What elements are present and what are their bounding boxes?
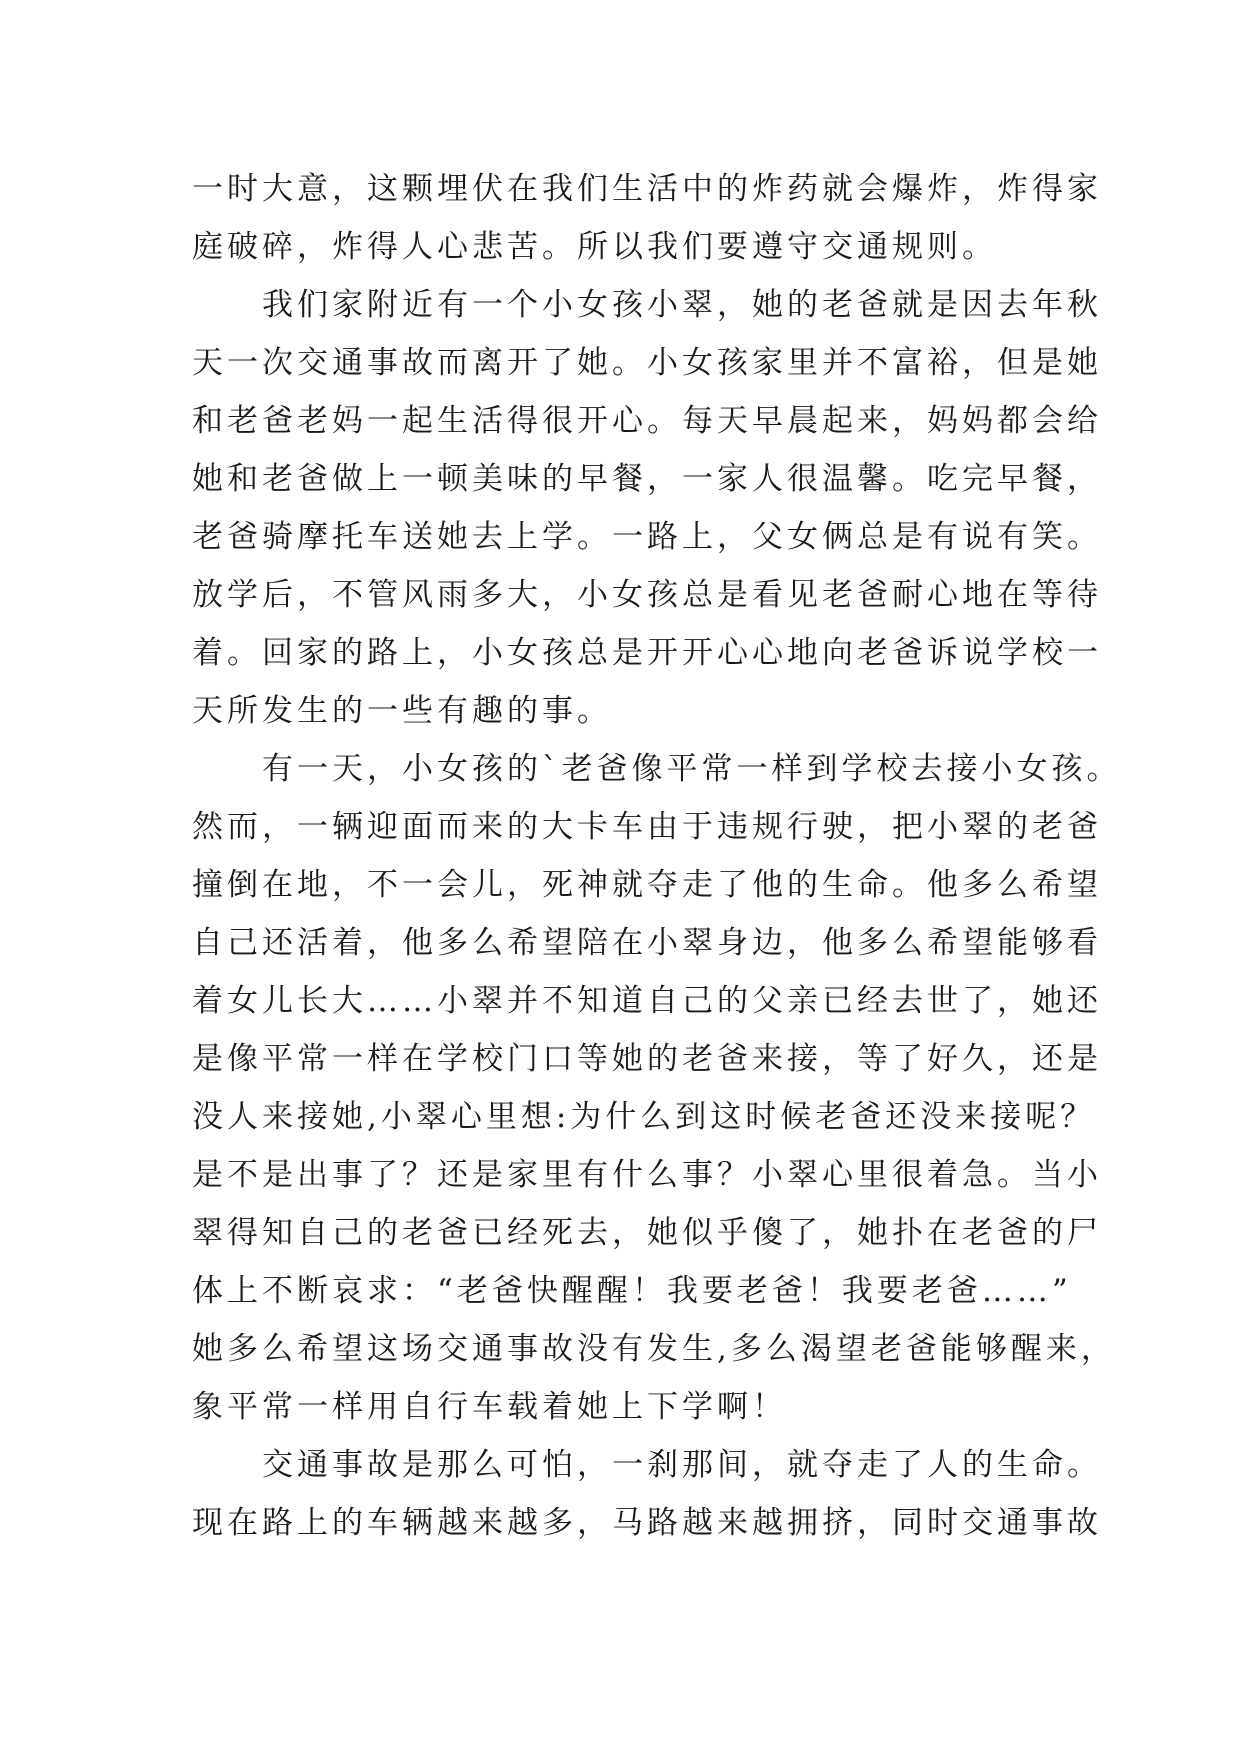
text-line: 是不是出事了？还是家里有什么事？小翠心里很着急。当小 [192,1157,1102,1193]
paragraph-start-line: 我们家附近有一个小女孩小翠，她的老爸就是因去年秋 [262,287,1102,323]
text-line: 她和老爸做上一顿美味的早餐，一家人很温馨。吃完早餐， [192,461,1102,497]
text-line: 着。回家的路上，小女孩总是开开心心地向老爸诉说学校一 [192,635,1102,671]
text-line: 她多么希望这场交通事故没有发生,多么渴望老爸能够醒来， [192,1331,1116,1367]
text-line: 着女儿长大……小翠并不知道自己的父亲已经去世了，她还 [192,983,1102,1019]
text-line: 体上不断哀求：“老爸快醒醒！我要老爸！我要老爸……” [192,1273,1072,1309]
text-line: 自己还活着，他多么希望陪在小翠身边，他多么希望能够看 [192,925,1102,961]
body-text [192,160,1122,1552]
text-line: 和老爸老妈一起生活得很开心。每天早晨起来，妈妈都会给 [192,403,1102,439]
text-line: 撞倒在地，不一会儿，死神就夺走了他的生命。他多么希望 [192,867,1102,903]
text-line: 然而，一辆迎面而来的大卡车由于违规行驶，把小翠的老爸 [192,809,1102,845]
text-line: 象平常一样用自行车载着她上下学啊！ [192,1389,787,1425]
text-line: 庭破碎，炸得人心悲苦。所以我们要遵守交通规则。 [192,229,997,265]
text-line: 老爸骑摩托车送她去上学。一路上，父女俩总是有说有笑。 [192,519,1102,555]
text-line: 是像平常一样在学校门口等她的老爸来接，等了好久，还是 [192,1041,1102,1077]
paragraph-start-line: 有一天，小女孩的`老爸像平常一样到学校去接小女孩。 [262,751,1122,787]
paragraph-start-line: 交通事故是那么可怕，一刹那间，就夺走了人的生命。 [262,1447,1102,1483]
text-line: 现在路上的车辆越来越多，马路越来越拥挤，同时交通事故 [192,1505,1102,1541]
text-line: 一时大意，这颗埋伏在我们生活中的炸药就会爆炸，炸得家 [192,171,1102,207]
text-line: 翠得知自己的老爸已经死去，她似乎傻了，她扑在老爸的尸 [192,1215,1102,1251]
text-line: 放学后，不管风雨多大，小女孩总是看见老爸耐心地在等待 [192,577,1102,613]
text-line: 天一次交通事故而离开了她。小女孩家里并不富裕，但是她 [192,345,1102,381]
text-line: 天所发生的一些有趣的事。 [192,693,612,729]
text-line: 没人来接她,小翠心里想:为什么到这时候老爸还没来接呢？ [192,1099,1096,1135]
